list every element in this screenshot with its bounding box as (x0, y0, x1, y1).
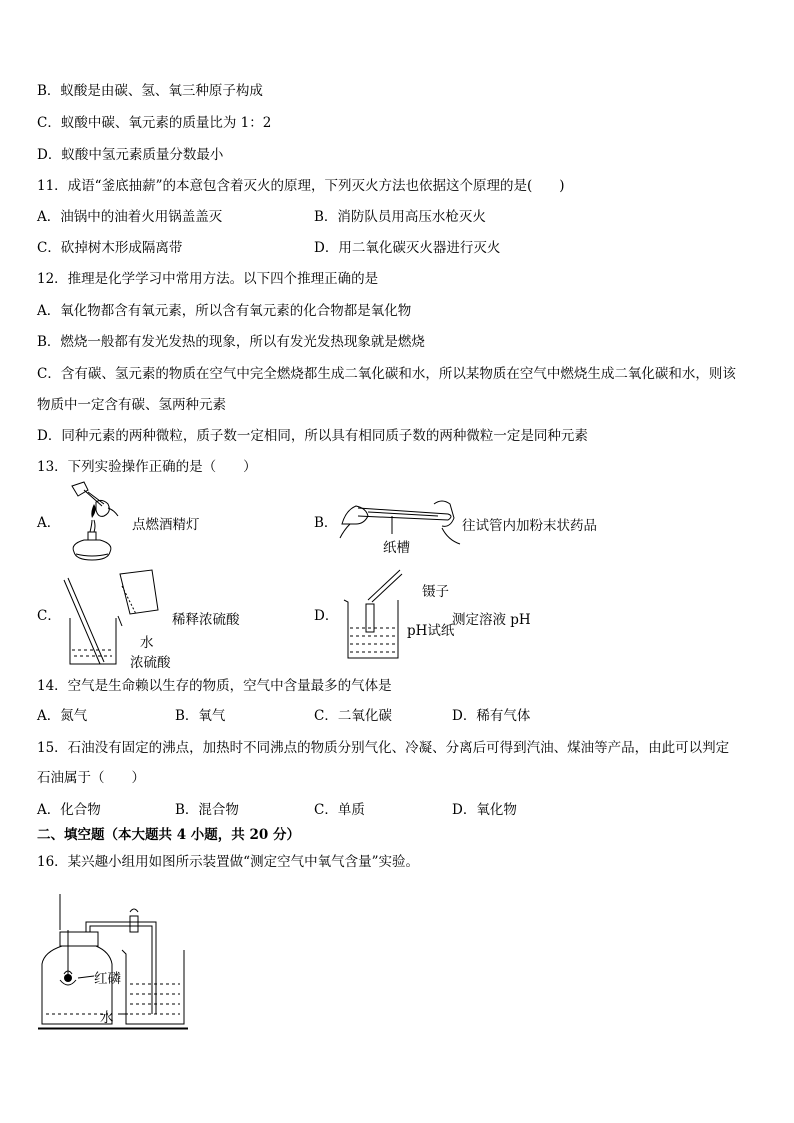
q13-option-d-letter: D． (314, 608, 339, 624)
q12-option-c-line2: 物质中一定含有碳、氢两种元素 (37, 397, 226, 413)
q13-option-c-caption: 稀释浓硫酸 (172, 612, 240, 628)
q12-option-a: A．氧化物都含有氧元素，所以含有氧元素的化合物都是氧化物 (37, 303, 412, 319)
q10-option-c: C．蚁酸中碳、氧元素的质量比为 1：2 (37, 115, 272, 131)
q14-stem: 14．空气是生命赖以生存的物质，空气中含量最多的气体是 (37, 678, 392, 694)
q12-stem: 12．推理是化学学习中常用方法。以下四个推理正确的是 (37, 271, 379, 287)
q14-option-b: B．氧气 (175, 708, 226, 724)
q13-option-d-caption: 测定溶液 pH (452, 612, 531, 628)
q14-option-a: A．氮气 (37, 708, 88, 724)
q12-option-b: B．燃烧一般都有发光发热的现象，所以有发光发热现象就是燃烧 (37, 334, 425, 350)
q13-option-c-letter: C． (37, 608, 61, 624)
q15-stem-line1: 15．石油没有固定的沸点，加热时不同沸点的物质分别气化、冷凝、分离后可得到汽油、煤油等产品，由此可以判定 (37, 740, 730, 756)
q14-option-c: C．二氧化碳 (314, 708, 392, 724)
ph-measure-figure (340, 570, 420, 662)
q12-option-c-line1: C．含有碳、氢元素的物质在空气中完全燃烧都生成二氧化碳和水，所以某物质在空气中燃烧生成二氧化碳和水，则该 (37, 366, 736, 382)
q11-option-d: D．用二氧化碳灭火器进行灭火 (314, 240, 501, 256)
q10-option-b: B．蚁酸是由碳、氢、氧三种原子构成 (37, 83, 263, 99)
q13-option-a-letter: A． (37, 515, 61, 531)
q13-option-d-label-tweezers: 镊子 (422, 584, 449, 600)
q13-option-b-caption: 往试管内加粉末状药品 (462, 518, 597, 534)
q11-option-c: C．砍掉树木形成隔离带 (37, 240, 183, 256)
q13-option-b-label-trough: 纸槽 (383, 540, 410, 556)
q16-label-water: 水 (100, 1010, 114, 1026)
q10-option-d: D．蚁酸中氢元素质量分数最小 (37, 147, 224, 163)
q12-option-d: D．同种元素的两种微粒，质子数一定相同，所以具有相同质子数的两种微粒一定是同种元素 (37, 428, 588, 444)
alcohol-lamp-figure (62, 480, 132, 570)
q13-stem: 13．下列实验操作正确的是（ ） (37, 459, 257, 475)
q15-option-a: A．化合物 (37, 802, 101, 818)
q15-stem-line2: 石油属于（ ） (37, 770, 145, 786)
q13-option-a-caption: 点燃酒精灯 (132, 517, 200, 533)
q16-label-phosphorus: 红磷 (94, 971, 121, 987)
q11-option-b: B．消防队员用高压水枪灭火 (314, 209, 486, 225)
q11-stem: 11．成语“釜底抽薪”的本意包含着灭火的原理，下列灭火方法也依据这个原理的是( ) (37, 178, 565, 194)
q15-option-b: B．混合物 (175, 802, 239, 818)
q13-option-d-label-paper: pH试纸 (407, 623, 455, 639)
q15-option-d: D．氧化物 (452, 802, 517, 818)
q11-option-a: A．油锅中的油着火用锅盖盖灭 (37, 209, 223, 225)
q13-option-c-label-acid: 浓硫酸 (130, 655, 171, 671)
q13-option-b-letter: B． (314, 515, 338, 531)
q14-option-d: D．稀有气体 (452, 708, 531, 724)
q16-stem: 16．某兴趣小组用如图所示装置做“测定空气中氧气含量”实验。 (37, 854, 419, 870)
oxygen-measurement-apparatus (38, 892, 190, 1030)
q13-option-c-label-water: 水 (140, 635, 154, 651)
q15-option-c: C．单质 (314, 802, 365, 818)
section-heading: 二、填空题（本大题共 4 小题，共 20 分） (37, 827, 300, 843)
